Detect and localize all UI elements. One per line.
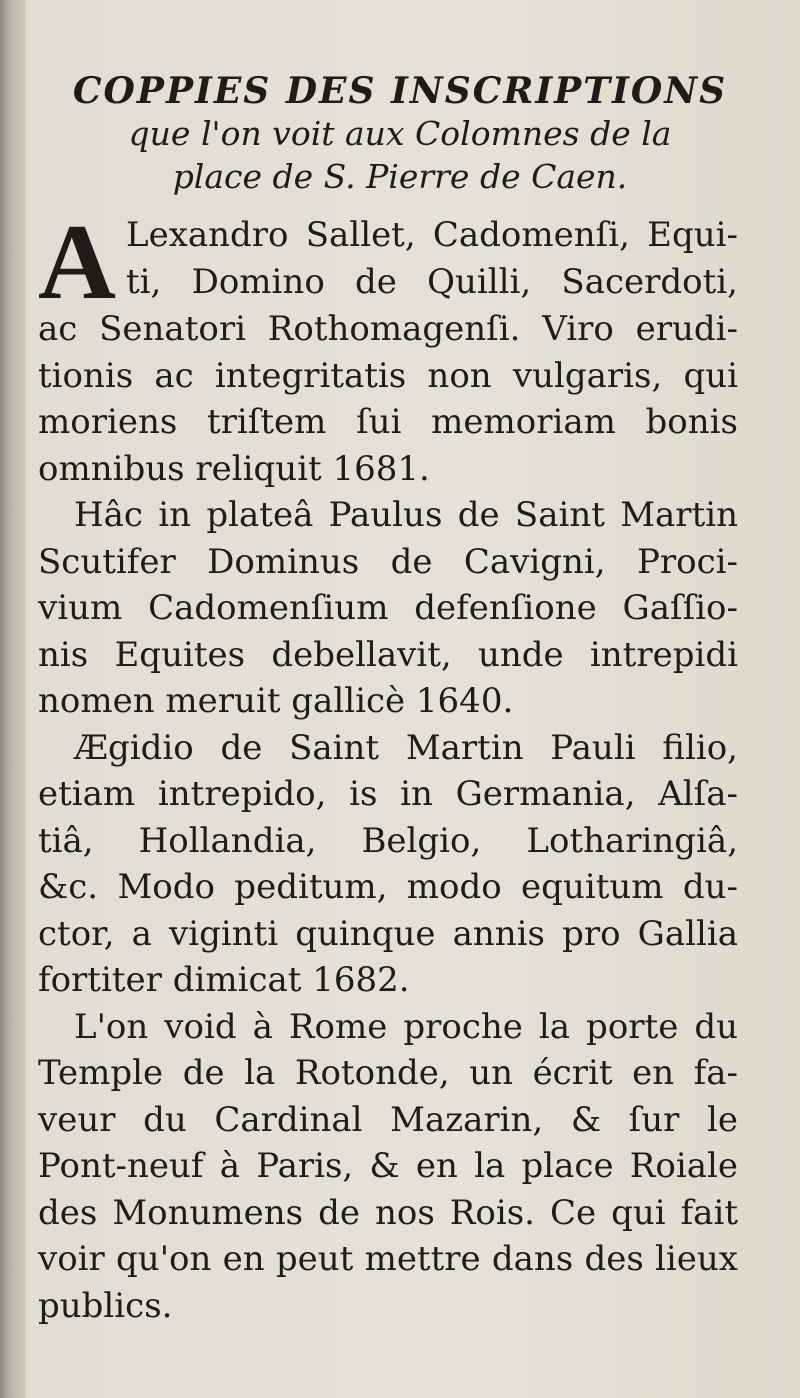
- text-line: &c. Modo peditum, modo equitum du-: [38, 867, 738, 907]
- text-line: moriens triſtem ſui memoriam bonis: [38, 402, 738, 442]
- text-line: tiâ, Hollandia, Belgio, Lotharingiâ,: [38, 820, 738, 861]
- text-line: omnibus reliquit 1681.: [38, 448, 430, 489]
- text-line: Scutifer Dominus de Cavigni, Proci-: [38, 541, 738, 582]
- text-line: tionis ac integritatis non vulgaris, qui: [38, 355, 738, 396]
- drop-cap: A: [38, 212, 116, 306]
- paragraph-4: [38, 1004, 738, 1330]
- text-line: fortiter dimicat 1682.: [38, 960, 410, 1000]
- page-gutter: [0, 0, 26, 1398]
- text-line: nomen meruit gallicè 1640.: [38, 681, 514, 721]
- text-line: Hâc in plateâ Paulus de Saint Martin: [74, 495, 738, 535]
- text-line: Pont-neuf à Paris, & en la place Roiale: [38, 1146, 738, 1186]
- text-line: ac Senatori Rothomagenſi. Viro erudi-: [38, 309, 738, 349]
- text-line: Temple de la Rotonde, un écrit en fa-: [38, 1053, 738, 1093]
- page-header: [40, 70, 760, 199]
- text-line: etiam intrepido, is in Germania, Alſa-: [38, 774, 738, 814]
- text-line: vium Cadomenſium defenſione Gaſſio-: [38, 588, 738, 628]
- body-text: [38, 212, 738, 1329]
- page-title: COPPIES DES INSCRIPTIONS: [72, 70, 728, 112]
- text-line: veur du Cardinal Mazarin, & ſur le: [38, 1099, 738, 1140]
- paragraph-3: [38, 725, 738, 1004]
- text-line: ctor, a viginti quinque annis pro Gallia: [38, 913, 738, 954]
- page-subtitle-line-2: place de S. Pierre de Caen.: [172, 157, 628, 197]
- paragraph-1: [38, 212, 738, 306]
- page-subtitle-line-1: que l'on voit aux Colomnes de la: [128, 114, 672, 154]
- text-line: nis Equites debellavit, unde intrepidi: [38, 634, 738, 675]
- text-line: Lexandro Sallet, Cadomenſi, Equi-: [126, 215, 738, 255]
- text-line: publics.: [38, 1285, 173, 1326]
- text-line: Ægidio de Saint Martin Pauli filio,: [74, 727, 738, 768]
- paragraph-2: [38, 492, 738, 725]
- text-line: des Monumens de nos Rois. Ce qui fait: [38, 1192, 738, 1233]
- text-line: ti, Domino de Quilli, Sacerdoti,: [126, 261, 738, 302]
- text-line: L'on void à Rome proche la porte du: [74, 1006, 738, 1047]
- text-line: voir qu'on en peut mettre dans des lieux: [38, 1239, 738, 1279]
